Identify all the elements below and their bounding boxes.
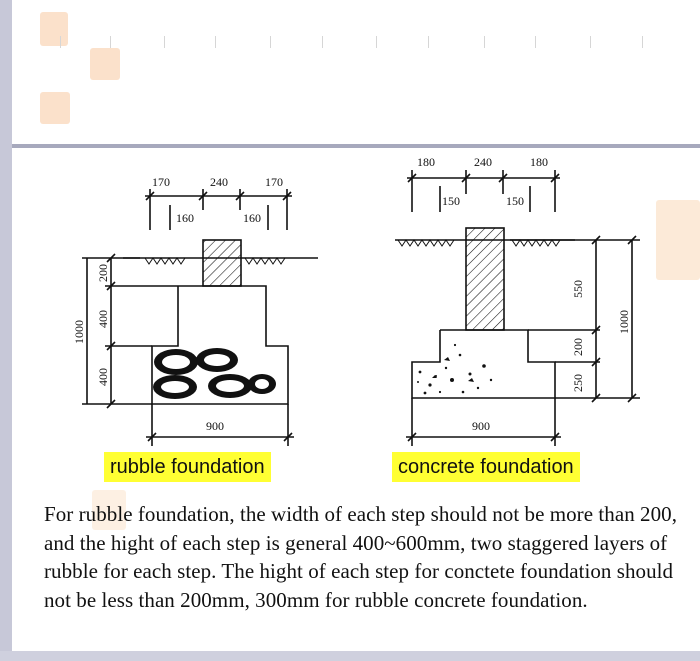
rubble-top-dim-1: 170 — [152, 175, 170, 189]
rubble-left-dim-400a: 400 — [96, 310, 110, 328]
concrete-top-dim-1: 180 — [417, 155, 435, 169]
explanation-paragraph: For rubble foundation, the width of each step should not be more than 200, and the hight of each step is general 400~600mm, two staggered layers of rubble for each step. The hight of each step for conctete foundation should not be less than 200mm, 300mm for rubble concrete foundation. — [44, 502, 677, 612]
concrete-right-dim-250: 250 — [571, 374, 585, 392]
rubble-inner-dim-1: 160 — [176, 211, 194, 225]
rubble-base-width: 900 — [206, 419, 224, 433]
rubble-left-dim-400b: 400 — [96, 368, 110, 386]
concrete-dimension-labels — [417, 155, 631, 433]
concrete-foundation-drawing — [395, 170, 640, 446]
concrete-foundation-label: concrete foundation — [392, 452, 580, 482]
concrete-top-dim-3: 180 — [530, 155, 548, 169]
rubble-left-dim-total: 1000 — [72, 320, 86, 344]
concrete-inner-dim-1: 150 — [442, 194, 460, 208]
concrete-inner-dim-2: 150 — [506, 194, 524, 208]
rubble-inner-dim-2: 160 — [243, 211, 261, 225]
rubble-foundation-label: rubble foundation — [104, 452, 271, 482]
concrete-right-dim-200: 200 — [571, 338, 585, 356]
concrete-base-width: 900 — [472, 419, 490, 433]
rubble-top-dim-3: 170 — [265, 175, 283, 189]
rubble-foundation-drawing — [82, 189, 318, 446]
concrete-right-dim-total: 1000 — [617, 310, 631, 334]
concrete-right-dim-550: 550 — [571, 280, 585, 298]
rubble-top-dim-2: 240 — [210, 175, 228, 189]
concrete-aggregate — [417, 344, 492, 395]
rubble-left-dim-200: 200 — [96, 264, 110, 282]
concrete-top-dim-2: 240 — [474, 155, 492, 169]
